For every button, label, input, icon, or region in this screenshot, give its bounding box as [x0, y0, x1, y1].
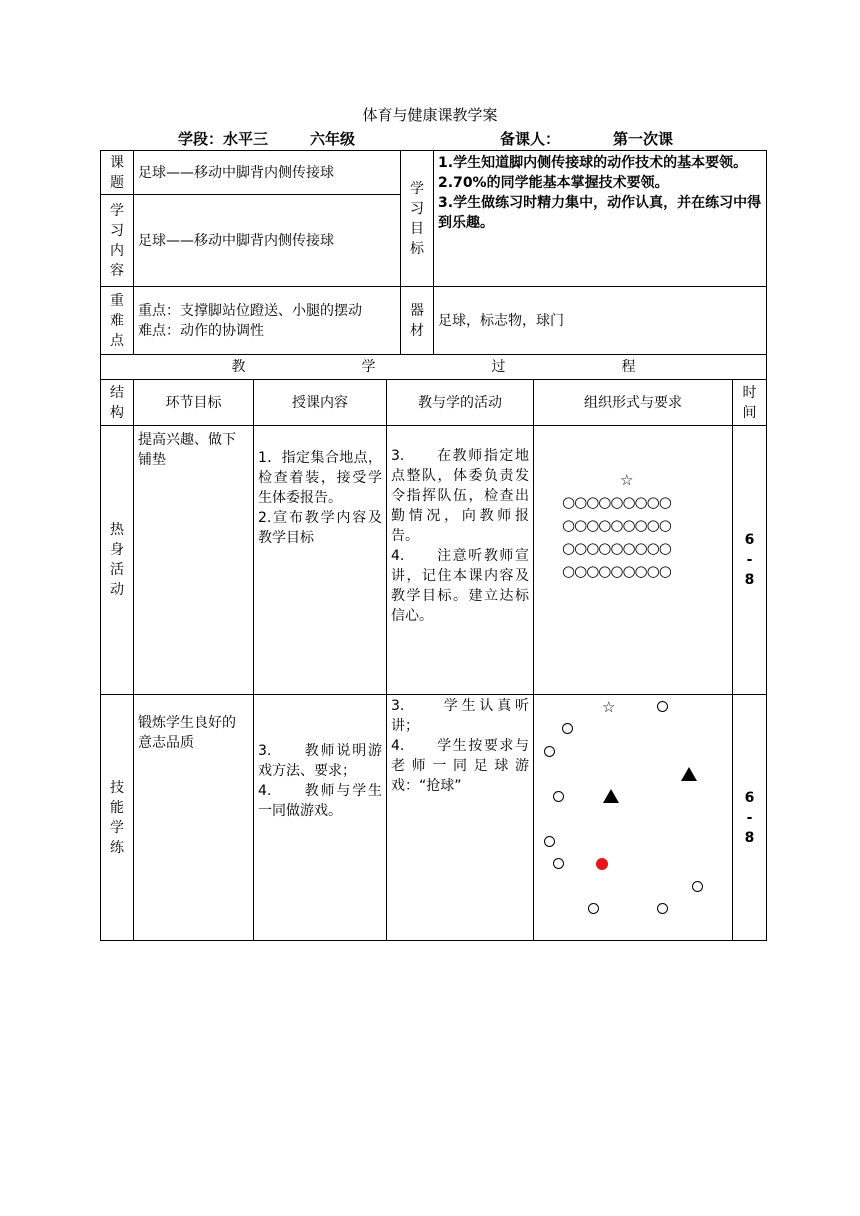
- player-circle-icon: [544, 836, 555, 847]
- topic-label-cell: [101, 151, 134, 195]
- formation-warmup: [534, 426, 733, 695]
- activity-warmup: [387, 426, 534, 695]
- structure-skill: 技能学练: [101, 695, 134, 941]
- content-cell: [134, 195, 401, 287]
- activity-item: 4. 注意听教师宣讲，记住本课内容及教学目标。建立达标信心。: [391, 548, 530, 624]
- col-goal-header: 环节目标: [134, 380, 254, 426]
- process-heading: [101, 355, 767, 380]
- activity-item: 4. 学生按要求与老师一同足球游戏：“抢球”: [391, 738, 530, 794]
- player-circle-icon: [553, 858, 564, 869]
- player-circle-icon: [657, 903, 668, 914]
- marker-triangle-icon: [603, 789, 619, 803]
- player-circle-icon: [553, 791, 564, 802]
- player-circle-icon: [657, 701, 668, 712]
- activity-item: 3. 学生认真听讲；: [391, 698, 530, 734]
- teacher-star-icon: ☆: [602, 698, 616, 716]
- objectives-cell: [434, 151, 767, 287]
- process-char: 教: [231, 359, 246, 375]
- goal-skill: [134, 695, 254, 941]
- process-char: 过: [491, 359, 506, 375]
- page-title: 体育与健康课教学案: [362, 106, 498, 124]
- goal-text: 提高兴趣、做下铺垫: [138, 432, 236, 468]
- keypoints-label: 重难点: [110, 292, 124, 349]
- student-row: ○○○○○○○○○: [562, 516, 671, 534]
- structure-warmup: 热身活动: [101, 426, 134, 695]
- student-row: ○○○○○○○○○: [562, 493, 671, 511]
- topic-label: 课题: [110, 154, 124, 191]
- content-item: 3. 教师说明游戏方法、要求；: [258, 743, 382, 779]
- equipment-label: 器材: [410, 302, 425, 339]
- content-label-cell: [101, 195, 134, 287]
- topic-cell: [134, 151, 401, 195]
- content-item: 4. 教师与学生一同做游戏。: [258, 783, 382, 819]
- process-char: 程: [621, 359, 636, 375]
- student-row: ○○○○○○○○○: [562, 539, 671, 557]
- col-structure-header: 结构: [101, 380, 134, 426]
- activity-skill: [387, 695, 534, 941]
- activity-item: 3. 在教师指定地点整队，体委负责发令指挥队伍，检查出勤情况，向教师报告。: [391, 448, 530, 544]
- time-skill: 6 - 8: [733, 695, 767, 941]
- goal-warmup: [134, 426, 254, 695]
- process-char: 学: [361, 359, 376, 375]
- time-warmup: 6 - 8: [733, 426, 767, 695]
- difficulty-text: 难点：动作的协调性: [138, 322, 264, 339]
- col-content-header: 授课内容: [254, 380, 387, 426]
- player-circle-icon: [588, 903, 599, 914]
- lesson-number: 第一次课: [613, 130, 674, 148]
- stage-label: 学段：水平三: [178, 130, 269, 148]
- player-circle-icon: [692, 881, 703, 892]
- objective-item: 1.学生知道脚内侧传接球的动作技术的基本要领。: [438, 155, 748, 171]
- content-text: 足球——移动中脚背内侧传接球: [138, 232, 334, 249]
- objectives-label-cell: [401, 151, 434, 287]
- content-warmup: [254, 426, 387, 695]
- goal-text: 锻炼学生良好的意志品质: [138, 715, 236, 751]
- keypoints-cell: [134, 287, 401, 355]
- content-item: 2.宣布教学内容及教学目标: [258, 510, 382, 546]
- col-time-header: 时间: [733, 380, 767, 426]
- game-diagram: [534, 695, 733, 941]
- student-row: ○○○○○○○○○: [562, 562, 671, 580]
- objectives-label: 学习目标: [410, 180, 425, 257]
- col-organization-header: 组织形式与要求: [534, 380, 733, 426]
- objective-item: 3.学生做练习时精力集中，动作认真，并在练习中得到乐趣。: [438, 195, 762, 231]
- objective-item: 2.70%的同学能基本掌握技术要领。: [438, 175, 669, 191]
- content-label: 学习内容: [110, 202, 124, 279]
- player-circle-icon: [544, 746, 555, 757]
- keypoints-label-cell: [101, 287, 134, 355]
- grade-label: 六年级: [310, 130, 356, 148]
- equipment-cell: [434, 287, 767, 355]
- equipment-text: 足球，标志物，球门: [438, 312, 565, 329]
- marker-triangle-icon: [681, 767, 697, 781]
- lesson-plan-table: [100, 150, 767, 941]
- keypoint-text: 重点：支撑脚站位蹬送、小腿的摆动: [138, 302, 362, 319]
- content-skill: [254, 695, 387, 941]
- player-circle-icon: [562, 723, 573, 734]
- equipment-label-cell: [401, 287, 434, 355]
- topic-text: 足球——移动中脚背内侧传接球: [138, 164, 334, 181]
- teacher-star-icon: ☆: [620, 471, 634, 489]
- content-item: 1．指定集合地点，检查着装，接受学生体委报告。: [258, 450, 382, 506]
- ball-icon: [596, 858, 608, 870]
- preparer-label: 备课人：: [500, 130, 561, 148]
- col-activity-header: 教与学的活动: [387, 380, 534, 426]
